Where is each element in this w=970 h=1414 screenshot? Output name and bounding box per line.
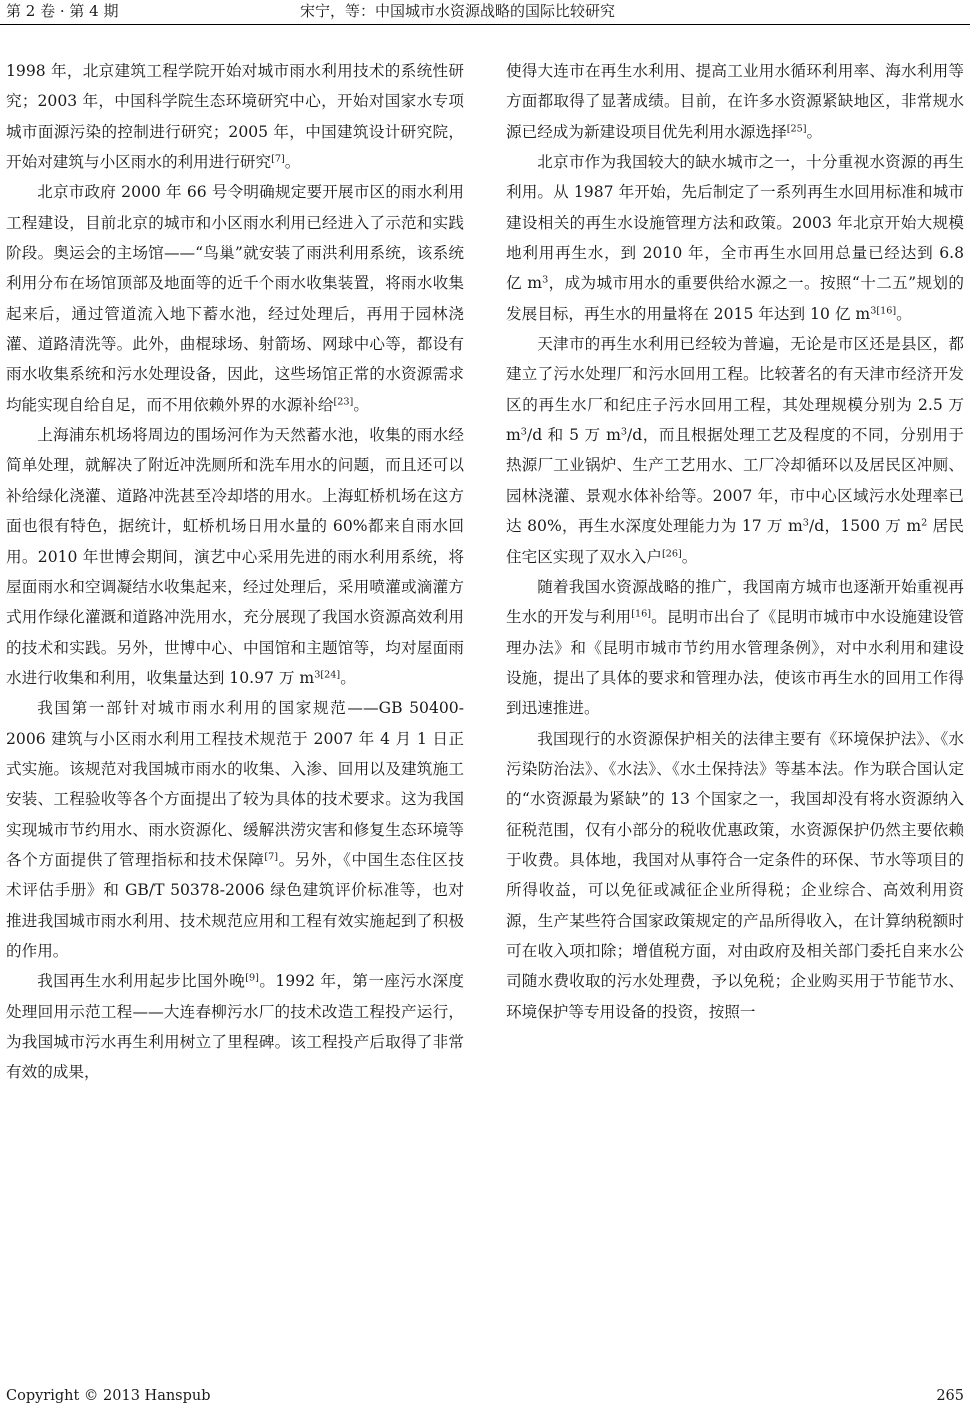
paragraph-text: 居民住宅区实现了双水入户: [506, 517, 964, 566]
page-footer: [0, 1386, 970, 1410]
paragraph-text: 。: [284, 153, 301, 172]
paragraph-text: 。昆明市出台了《昆明市城市中水设施建设管理办法》和《昆明市城市节约用水管理条例》，对中水利用和建设设施，提出了具体的要求和管理办法，使该市再生水的回用工作得到迅速推进。: [506, 608, 964, 718]
paragraph: [506, 724, 964, 1027]
paragraph-text: 1998 年，北京建筑工程学院开始对城市雨水利用技术的系统性研究；2003 年，中国科学院生态环境研究中心，开始对国家水专项城市面源污染的控制进行研究；2005 年，中国建筑设计研究院，开始对建筑与小区雨水的利用进行研究: [6, 62, 464, 172]
paragraph: [6, 420, 464, 693]
paragraph-text: /d，1500 万 m: [808, 517, 922, 536]
left-column: [6, 56, 464, 1088]
running-header: [0, 0, 970, 26]
citation-superscript: [9]: [245, 973, 259, 984]
paragraph: [506, 147, 964, 329]
citation-superscript: 3[24]: [314, 669, 341, 681]
paragraph-text: 。: [806, 122, 823, 141]
right-column: [506, 56, 964, 1027]
paragraph-text: 。1992 年，第一座污水深度处理回用示范工程——大连春柳污水厂的技术改造工程投产运行，为我国城市污水再生利用树立了里程碑。该工程投产后取得了非常有效的成果，: [6, 972, 464, 1082]
paragraph-text: 天津市的再生水利用已经较为普遍，无论是市区还是县区，都建立了污水处理厂和污水回用工程。比较著名的有天津市经济开发区的再生水厂和纪庄子污水回用工程，其处理规模分别为 2.5 万 m: [506, 335, 964, 445]
citation-superscript: 3: [620, 426, 628, 438]
citation-superscript: [23]: [333, 396, 354, 408]
paragraph-text: 使得大连市在再生水利用、提高工业用水循环利用率、海水利用等方面都取得了显著成绩。目前，在许多水资源紧缺地区，非常规水源已经成为新建设项目优先利用水源选择: [506, 62, 964, 141]
paragraph-text: ，成为城市用水的重要供给水源之一。按照“十二五”规划的发展目标，再生水的用量将在 2015 年达到 10 亿 m: [506, 274, 964, 323]
citation-superscript: 3: [542, 275, 549, 287]
paragraph: [6, 966, 464, 1087]
paragraph-text: 北京市政府 2000 年 66 号令明确规定要开展市区的雨水利用工程建设，目前北京的城市和小区雨水利用已经进入了示范和实践阶段。奥运会的主场馆——“鸟巢”就安装了雨洪利用系统，该系统利用分布在场馆顶部及地面等的近千个雨水收集装置，将雨水收集起来后，通过管道流入地下蓄水池，经过处理后，再用于园林浇灌、道路清洗等。此外，曲棍球场、射箭场、网球中心等，都设有雨水收集系统和污水处理设备，因此，这些场馆正常的水资源需求均能实现自给自足，而不用依赖外界的水源补给: [6, 183, 464, 414]
paragraph: [506, 572, 964, 724]
copyright-notice: Copyright © 2013 Hanspub: [6, 1388, 211, 1404]
citation-superscript: [26]: [661, 548, 682, 560]
paragraph: [506, 329, 964, 572]
paragraph: [506, 56, 964, 147]
page-number: 265: [936, 1388, 964, 1404]
paragraph-text: 我国再生水利用起步比国外晚: [37, 972, 246, 991]
citation-superscript: [7]: [264, 851, 279, 863]
citation-superscript: [25]: [786, 123, 807, 135]
paragraph-text: 。: [353, 395, 369, 414]
header-divider: [0, 24, 970, 25]
citation-superscript: 3: [802, 517, 809, 529]
citation-superscript: [7]: [271, 153, 285, 165]
citation-superscript: 3[16]: [870, 305, 897, 317]
paragraph: [6, 177, 464, 420]
paragraph-text: 。: [896, 304, 912, 323]
paragraph: [6, 56, 464, 177]
paragraph-text: 。: [340, 668, 356, 687]
running-title: 宋宁，等：中国城市水资源战略的国际比较研究: [300, 2, 616, 20]
paragraph-text: 我国现行的水资源保护相关的法律主要有《环境保护法》、《水污染防治法》、《水法》、《水土保持法》等基本法。作为联合国认定的“水资源最为紧缺”的 13 个国家之一，我国却没有将水资源纳入征税范围，仅有小部分的税收优惠政策，水资源保护仍然主要依赖于收费。具体地，我国对从事符合一定条件的环保、节水等项目的所得收益，可以免征或减征企业所得税；企业综合、高效利用资源，生产某些符合国家政策规定的产品所得收入，在计算纳税额时可在收入项扣除；增值税方面，对由政府及相关部门委托自来水公司随水费收取的污水处理费，予以免税；企业购买用于节能节水、环境保护等专用设备的投资，按照一: [506, 729, 964, 1021]
paragraph-text: /d 和 5 万 m: [526, 426, 621, 445]
paragraph-text: 。: [681, 547, 698, 566]
paragraph-text: 上海浦东机场将周边的围场河作为天然蓄水池，收集的雨水经简单处理，就解决了附近冲洗厕所和洗车用水的问题，而且还可以补给绿化浇灌、道路冲洗甚至冷却塔的用水。上海虹桥机场在这方面也很有特色，据统计，虹桥机场日用水量的 60%都来自雨水回用。2010 年世博会期间，演艺中心采用先进的雨水利用系统，将屋面雨水和空调凝结水收集起来，经过处理后，采用喷灌或滴灌方式用作绿化灌溉和道路冲洗用水，充分展现了我国水资源高效利用的技术和实践。另外，世博中心、中国馆和主题馆等，均对屋面雨水进行收集和利用，收集量达到 10.97 万 m: [6, 426, 464, 687]
paragraph-text: 北京市作为我国较大的缺水城市之一，十分重视水资源的再生利用。从 1987 年开始，先后制定了一系列再生水回用标准和城市建设相关的再生水设施管理方法和政策。2003 年北京开始大规模地利用再生水，到 2010 年，全市再生水回用总量已经达到 6.8 亿 m: [506, 153, 964, 293]
paragraph: [6, 693, 464, 966]
paragraph-text: 我国第一部针对城市雨水利用的国家规范——GB 50400-2006 建筑与小区雨水利用工程技术规范于 2007 年 4 月 1 日正式实施。该规范对我国城市雨水的收集、入渗、回用以及建筑施工安装、工程验收等各个方面提出了较为具体的技术要求。这为我国实现城市节约用水、雨水资源化、缓解洪涝灾害和修复生态环境等各个方面提供了管理指标和技术保障: [6, 699, 464, 869]
journal-issue: 第 2 卷 · 第 4 期: [6, 2, 119, 20]
citation-superscript: 3: [520, 426, 527, 438]
paragraph-text: 。另外，《中国生态住区技术评估手册》和 GB/T 50378-2006 绿色建筑评价标准等，也对推进我国城市雨水利用、技术规范应用和工程有效实施起到了积极的作用。: [6, 850, 464, 960]
citation-superscript: [16]: [631, 608, 652, 620]
paragraph-text: 随着我国水资源战略的推广，我国南方城市也逐渐开始重视再生水的开发与利用: [506, 577, 964, 627]
citation-superscript: 2: [921, 517, 928, 529]
paragraph-text: /d，而且根据处理工艺及程度的不同，分别用于热源厂工业锅炉、生产工艺用水、工厂冷却循环以及居民区冲厕、园林浇灌、景观水体补给等。2007 年，市中心区域污水处理率已达 80%，再生水深度处理能力为 17 万 m: [506, 426, 964, 536]
